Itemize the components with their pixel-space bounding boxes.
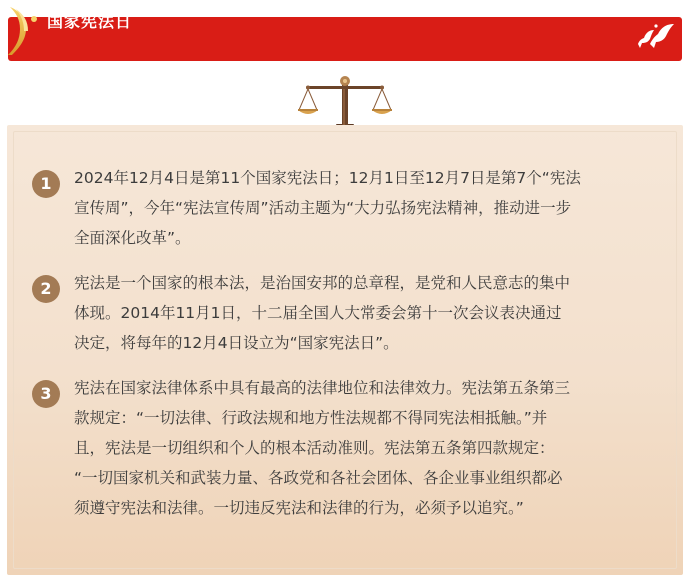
- list-item: [32, 163, 662, 255]
- content-panel: [7, 125, 683, 575]
- item-text: 宪法是一个国家的根本法，是治国安邦的总章程，是党和人民意志的集中 体现。2014年11月1日，十二届全国人大常委会第十一次会议表决通过 决定，将每年的12月4日设立为“国家宪法日”。: [74, 274, 571, 352]
- item-number-badge: 2: [32, 275, 60, 303]
- doves-icon: [636, 20, 676, 52]
- item-text: 2024年12月4日是第11个国家宪法日；12月1日至12月7日是第7个“宪法 宣传周”，今年“宪法宣传周”活动主题为“大力弘扬宪法精神，推动进一步 全面深化改革”。: [74, 169, 581, 247]
- list-item: [32, 268, 662, 360]
- item-number-badge: 1: [32, 170, 60, 198]
- item-text: 宪法在国家法律体系中具有最高的法律地位和法律效力。宪法第五条第三 款规定：“一切法律、行政法规和地方性法规都不得同宪法相抵触。”并 且，宪法是一切组织和个人的根本活动准则。宪法第五条第四款规定： “一切国家机关和武装力量、各政党和各社会团体、各企业事业组织都必 须遵守宪法和法律。一切违反宪法和法律的行为，必须予以追究。”: [74, 379, 571, 517]
- page-title: 国家宪法日: [47, 12, 133, 31]
- item-number-badge: 3: [32, 380, 60, 408]
- list-item: [32, 373, 662, 525]
- party-emblem-icon: [6, 5, 44, 57]
